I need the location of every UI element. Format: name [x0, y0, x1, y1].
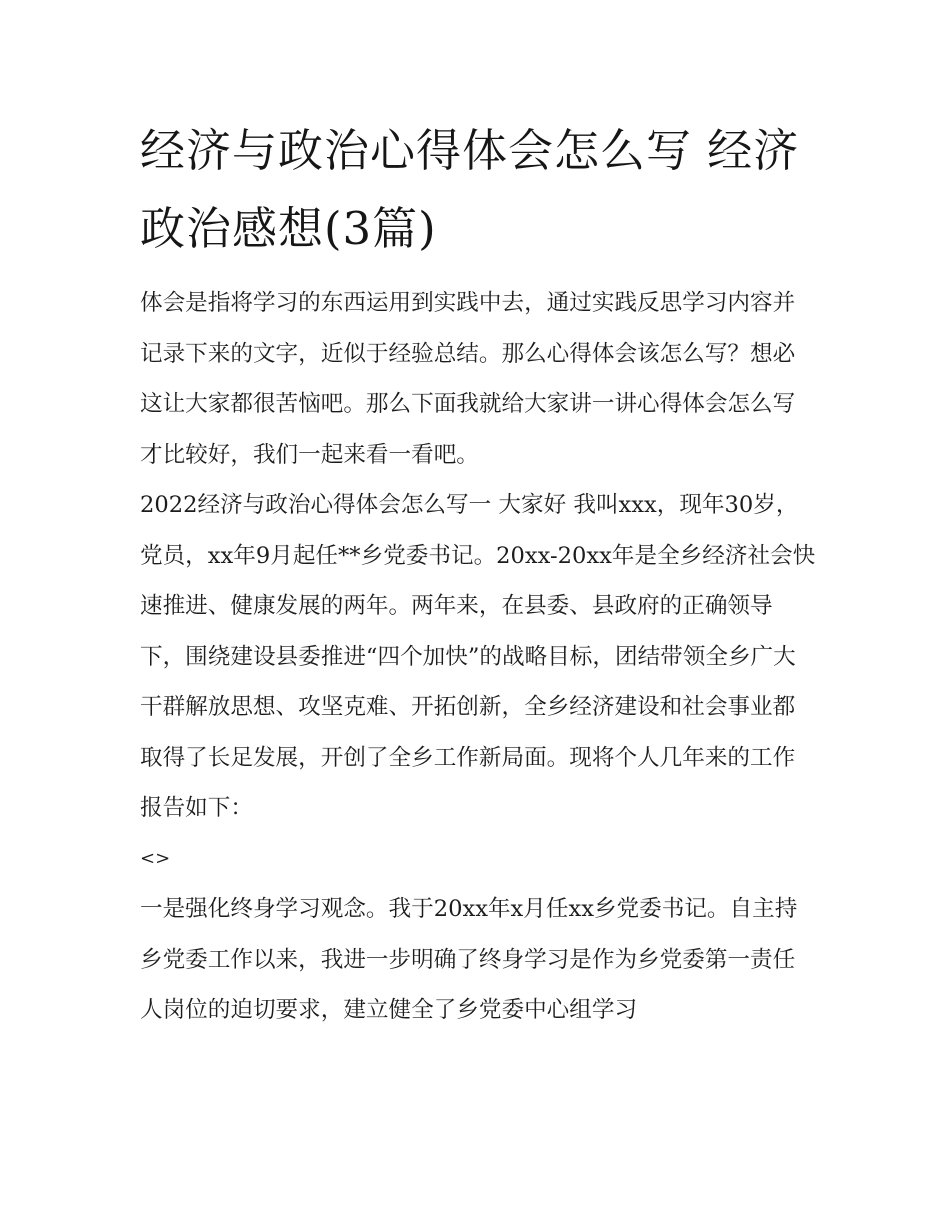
document-title: 经济与政治心得体会怎么写 经济政治感想(3篇): [140, 124, 800, 255]
speech-opening-paragraph: 2022经济与政治心得体会怎么写一 大家好 我叫xxx，现年30岁，: [140, 492, 799, 518]
document-body: [140, 278, 816, 1036]
intro-paragraph: 体会是指将学习的东西运用到实践中去，通过实践反思学习内容并记录下来的文字，近似于经验总结。那么心得体会该怎么写？想必这让大家都很苦恼吧。那么下面我就给大家讲一讲心得体会怎么写才比较好，我们一起来看一看吧。: [140, 290, 796, 468]
study-paragraph: 一是强化终身学习观念。我于20xx年x月任xx乡党委书记。自主持乡党委工作以来，我进一步明确了终身学习是作为乡党委第一责任人岗位的迫切要求，建立健全了乡党委中心组学习: [140, 896, 798, 1023]
work-report-paragraph: 党员，xx年9月起任**乡党委书记。20xx-20xx年是全乡经济社会快速推进、健康发展的两年。两年来，在县委、县政府的正确领导下，围绕建设县委推进“四个加快”的战略目标，团结带领全乡广大干群解放思想、攻坚克难、开拓创新，全乡经济建设和社会事业都取得了长足发展，开创了全乡工作新局面。现将个人几年来的工作报告如下：: [140, 542, 816, 821]
section-marker: <>: [140, 847, 171, 869]
